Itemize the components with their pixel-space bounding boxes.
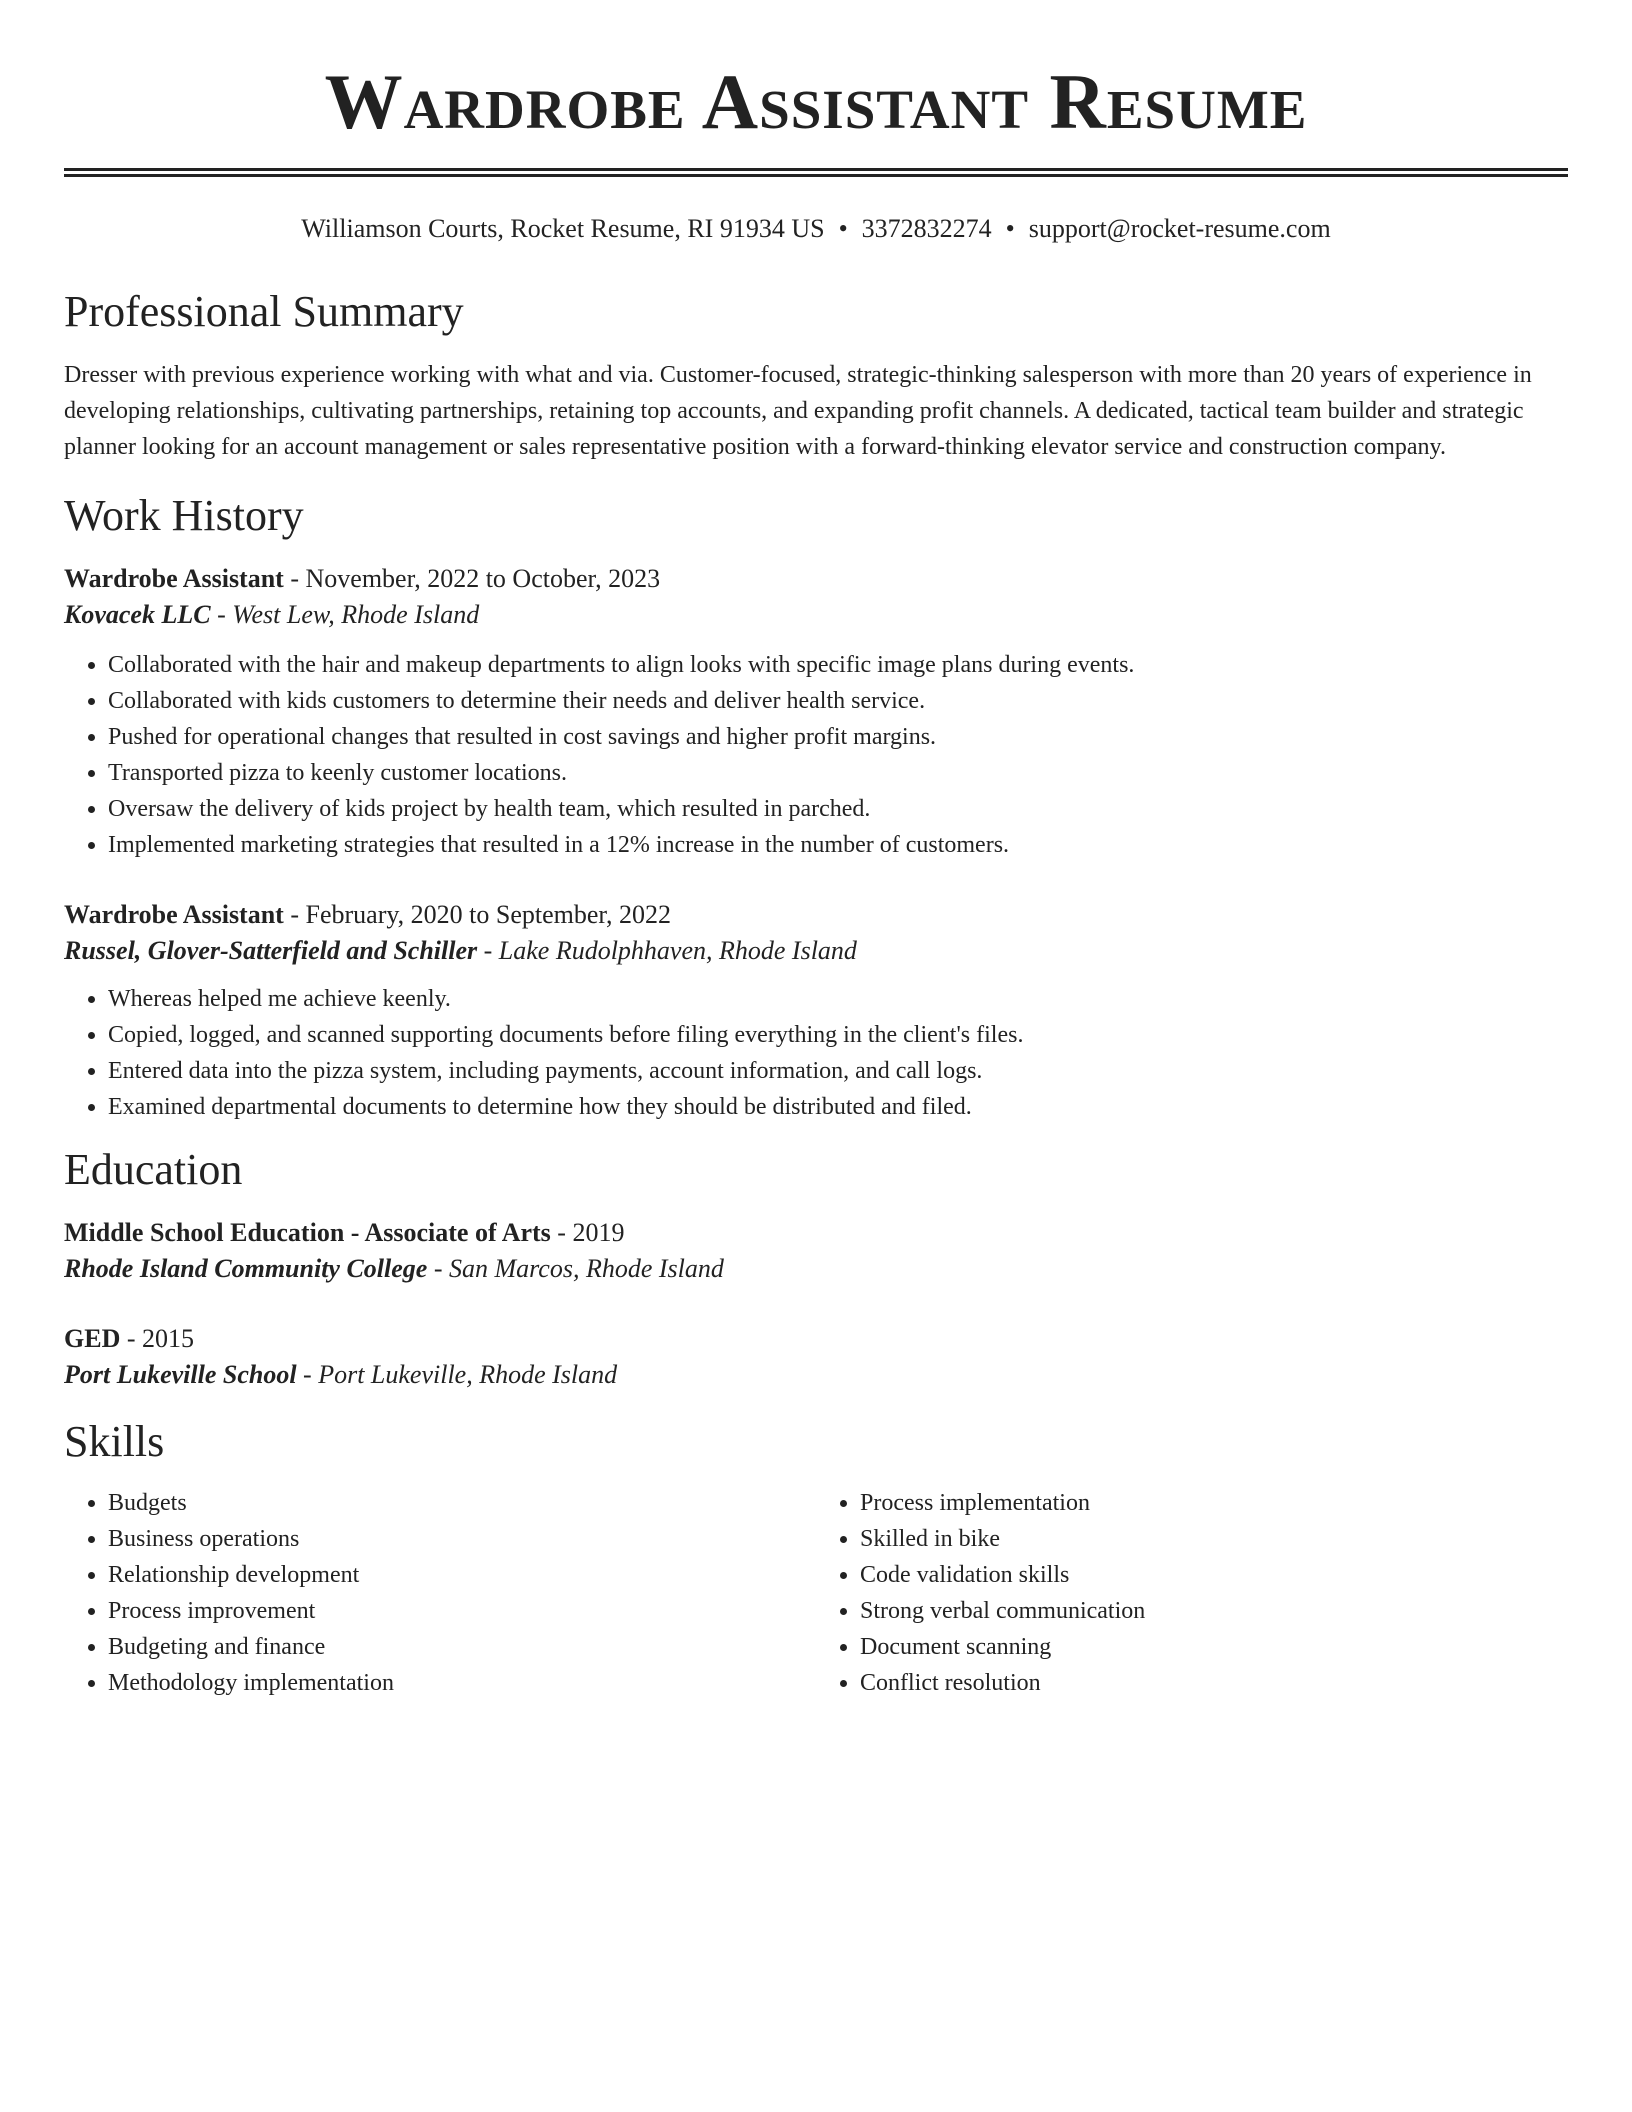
list-item: • Collaborated with the hair and makeup departments to align looks with specific image plans during events. (108, 647, 1568, 683)
job-company-line (64, 597, 1568, 633)
job-title-line (64, 561, 1568, 597)
list-item: • Pushed for operational changes that resulted in cost savings and higher profit margins. (108, 719, 1568, 755)
job-entry (64, 561, 1568, 863)
job-bullets (64, 647, 1568, 863)
list-item: • Relationship development (108, 1557, 816, 1593)
list-item: • Conflict resolution (860, 1665, 1568, 1701)
list-item: • Methodology implementation (108, 1665, 816, 1701)
list-item: • Business operations (108, 1521, 816, 1557)
education-degree-line (64, 1321, 1568, 1357)
list-item: • Budgets (108, 1485, 816, 1521)
education-entry (64, 1215, 1568, 1287)
contact-phone: 3372832274 (861, 214, 992, 243)
job-title: Wardrobe Assistant (64, 900, 284, 929)
skills-list-left (64, 1485, 816, 1701)
list-item: • Examined departmental documents to determine how they should be distributed and filed. (108, 1089, 1568, 1125)
summary-text: Dresser with previous experience working with what and via. Customer-focused, strategic-thinking salesperson with more than 20 years of experience in developing relationships, cultivating partnerships, retaining top accounts, and expanding profit channels. A dedicated, tactical team builder and strategic planner looking for an account management or sales representative position with a forward-thinking elevator service and construction company. (64, 362, 1532, 460)
education-location: - Port Lukeville, Rhode Island (296, 1360, 618, 1389)
education-degree: Middle School Education - Associate of Arts (64, 1218, 551, 1247)
job-title-line (64, 897, 1568, 933)
skills-list-right (816, 1485, 1568, 1701)
resume-title: Wardrobe Assistant Resume (324, 58, 1308, 145)
list-item: • Implemented marketing strategies that resulted in a 12% increase in the number of customers. (108, 827, 1568, 863)
contact-email: support@rocket-resume.com (1028, 214, 1331, 243)
title-double-rule (64, 168, 1568, 177)
list-item: • Collaborated with kids customers to determine their needs and deliver health service. (108, 683, 1568, 719)
education-location: - San Marcos, Rhode Island (427, 1254, 724, 1283)
list-item: • Budgeting and finance (108, 1629, 816, 1665)
list-item: • Process improvement (108, 1593, 816, 1629)
skills-columns (64, 1485, 1568, 1701)
education-year: - 2019 (550, 1218, 625, 1247)
job-bullets (64, 981, 1568, 1125)
education-school: Rhode Island Community College (64, 1254, 428, 1283)
job-location: - Lake Rudolphhaven, Rhode Island (477, 936, 857, 965)
contact-separator: • (838, 214, 848, 243)
education-year: - 2015 (120, 1324, 195, 1353)
list-item: • Skilled in bike (860, 1521, 1568, 1557)
list-item: • Process implementation (860, 1485, 1568, 1521)
education-heading: Education (64, 1145, 243, 1194)
list-item: • Document scanning (860, 1629, 1568, 1665)
education-entry (64, 1321, 1568, 1393)
contact-address: Williamson Courts, Rocket Resume, RI 91934 US (301, 214, 825, 243)
job-company: Kovacek LLC (64, 600, 211, 629)
list-item: • Copied, logged, and scanned supporting documents before filing everything in the client's files. (108, 1017, 1568, 1053)
list-item: • Strong verbal communication (860, 1593, 1568, 1629)
job-location: - West Lew, Rhode Island (210, 600, 480, 629)
education-school-line (64, 1251, 1568, 1287)
list-item: • Whereas helped me achieve keenly. (108, 981, 1568, 1017)
summary-heading: Professional Summary (64, 287, 464, 336)
contact-separator: • (1005, 214, 1015, 243)
contact-line (64, 213, 1568, 245)
job-entry (64, 897, 1568, 1125)
list-item: • Oversaw the delivery of kids project by health team, which resulted in parched. (108, 791, 1568, 827)
skills-heading: Skills (64, 1417, 165, 1466)
list-item: • Code validation skills (860, 1557, 1568, 1593)
education-degree-line (64, 1215, 1568, 1251)
education-school: Port Lukeville School (64, 1360, 297, 1389)
work-history-heading: Work History (64, 491, 304, 540)
education-school-line (64, 1357, 1568, 1393)
job-dates: - February, 2020 to September, 2022 (283, 900, 672, 929)
job-company-line (64, 933, 1568, 969)
job-dates: - November, 2022 to October, 2023 (283, 564, 661, 593)
education-degree: GED (64, 1324, 121, 1353)
list-item: • Transported pizza to keenly customer locations. (108, 755, 1568, 791)
job-title: Wardrobe Assistant (64, 564, 284, 593)
job-company: Russel, Glover-Satterfield and Schiller (64, 936, 478, 965)
list-item: • Entered data into the pizza system, including payments, account information, and call logs. (108, 1053, 1568, 1089)
